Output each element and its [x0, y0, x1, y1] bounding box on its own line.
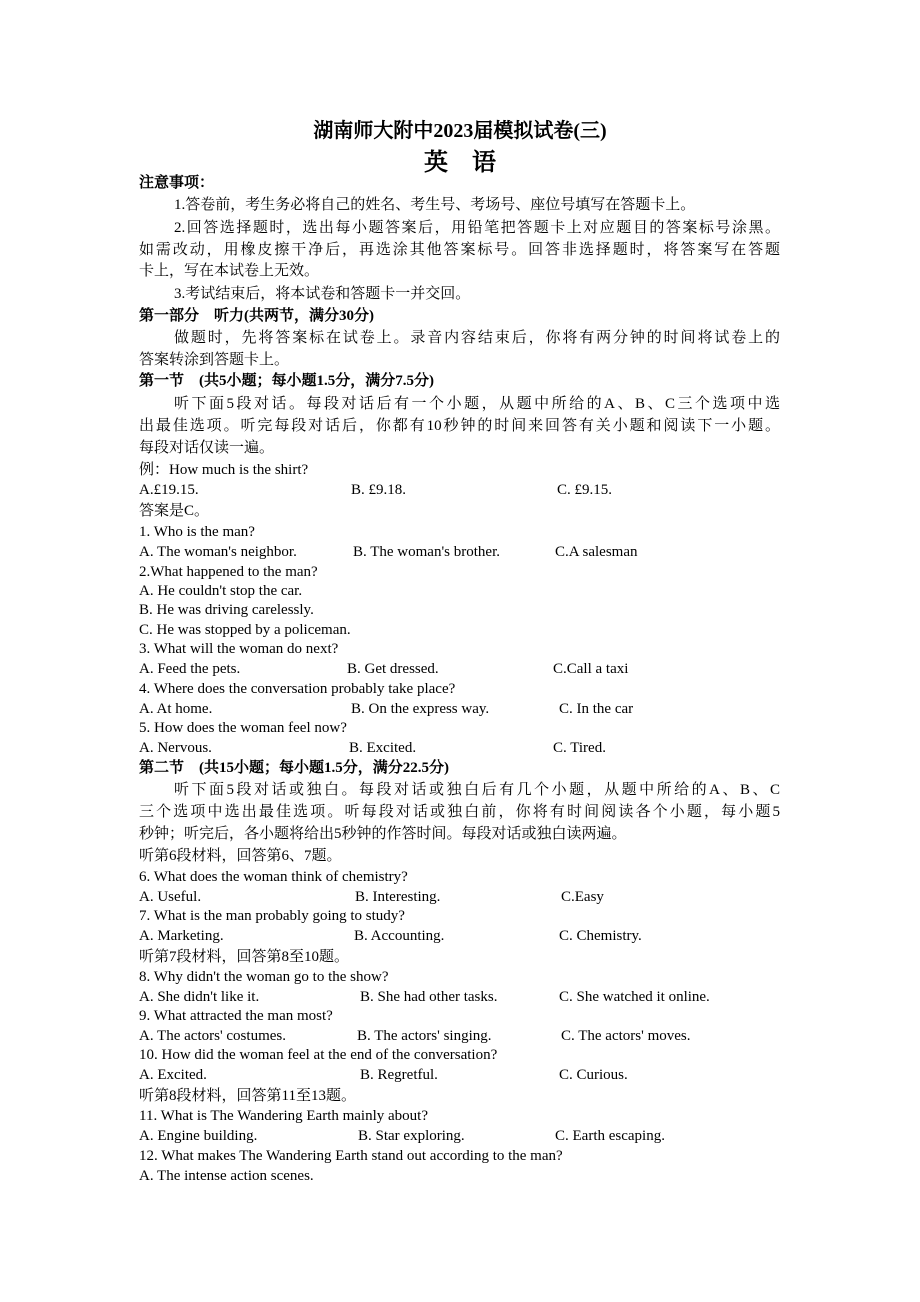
option-b: B. Excited.	[349, 740, 417, 756]
option-c: C. Tired.	[553, 740, 606, 756]
option-c: C.Call a taxi	[553, 661, 629, 677]
option-b: B. £9.18.	[351, 482, 407, 498]
question: 10. How did the woman feel at the end of the conversation?	[139, 1047, 498, 1063]
part-heading: 第一部分 听力(共两节，满分30分)	[139, 308, 374, 324]
paragraph-line: 听下面5段对话。每段对话后有一个小题，从题中所给的A、B、C三个选项中选	[174, 396, 780, 412]
paragraph-line: 每段对话仅读一遍。	[139, 440, 275, 456]
section-heading: 第二节 (共15小题；每小题1.5分，满分22.5分)	[139, 760, 449, 776]
option-c: C. £9.15.	[557, 482, 613, 498]
option-a: A. Marketing.	[139, 928, 224, 944]
question: 11. What is The Wandering Earth mainly about?	[139, 1108, 428, 1124]
option-c: C.A salesman	[555, 544, 638, 560]
example-question: 例：How much is the shirt?	[139, 462, 309, 478]
question: 2.What happened to the man?	[139, 564, 318, 580]
option-b: B. The woman's brother.	[353, 544, 500, 560]
option-c: C. Chemistry.	[559, 928, 642, 944]
example-answer: 答案是C。	[139, 503, 210, 519]
option-b: B. Interesting.	[355, 889, 441, 905]
exam-title: 湖南师大附中2023届模拟试卷(三)	[313, 120, 607, 142]
option-b: B. On the express way.	[351, 701, 490, 717]
notice-item: 如需改动，用橡皮擦干净后，再选涂其他答案标号。回答非选择题时，将答案写在答题	[139, 242, 780, 258]
paragraph-line: 听下面5段对话或独白。每段对话或独白后有几个小题，从题中所给的A、B、C	[174, 782, 780, 798]
option-c: C. He was stopped by a policeman.	[139, 622, 351, 638]
option-a: A. She didn't like it.	[139, 989, 260, 1005]
paragraph-line: 秒钟；听完后，各小题将给出5秒钟的作答时间。每段对话或独白读两遍。	[139, 826, 627, 842]
option-a: A. Feed the pets.	[139, 661, 241, 677]
option-c: C.Easy	[561, 889, 604, 905]
option-c: C. The actors' moves.	[561, 1028, 691, 1044]
question: 1. Who is the man?	[139, 524, 255, 540]
option-b: B. She had other tasks.	[360, 989, 498, 1005]
option-a: A. The actors' costumes.	[139, 1028, 286, 1044]
option-c: C. Earth escaping.	[555, 1128, 665, 1144]
option-b: B. Regretful.	[360, 1067, 438, 1083]
paragraph-line: 做题时，先将答案标在试卷上。录音内容结束后，你将有两分钟的时间将试卷上的	[174, 330, 780, 346]
option-a: A.£19.15.	[139, 482, 199, 498]
paragraph-line: 答案转涂到答题卡上。	[139, 352, 290, 368]
option-a: A. Nervous.	[139, 740, 212, 756]
option-a: A. Useful.	[139, 889, 202, 905]
notice-item: 2.回答选择题时，选出每小题答案后，用铅笔把答题卡上对应题目的答案标号涂黑。	[174, 220, 780, 236]
option-b: B. The actors' singing.	[357, 1028, 492, 1044]
notice-item: 1.答卷前，考生务必将自己的姓名、考生号、考场号、座位号填写在答题卡上。	[174, 197, 696, 213]
subject-title: 英 语	[424, 150, 496, 176]
option-b: B. Get dressed.	[347, 661, 439, 677]
question: 5. How does the woman feel now?	[139, 720, 347, 736]
option-a: A. The intense action scenes.	[139, 1168, 314, 1184]
option-c: C. Curious.	[559, 1067, 628, 1083]
material-note: 听第6段材料，回答第6、7题。	[139, 848, 342, 864]
notice-item: 3.考试结束后，将本试卷和答题卡一并交回。	[174, 286, 471, 302]
option-b: B. Star exploring.	[358, 1128, 465, 1144]
notice-item: 卡上，写在本试卷上无效。	[139, 263, 320, 279]
option-c: C. In the car	[559, 701, 634, 717]
material-note: 听第8段材料，回答第11至13题。	[139, 1088, 356, 1104]
question: 9. What attracted the man most?	[139, 1008, 333, 1024]
paragraph-line: 出最佳选项。听完每段对话后，你都有10秒钟的时间来回答有关小题和阅读下一小题。	[139, 418, 780, 434]
question: 7. What is the man probably going to study?	[139, 908, 405, 924]
section-heading: 第一节 (共5小题；每小题1.5分，满分7.5分)	[139, 373, 434, 389]
question: 8. Why didn't the woman go to the show?	[139, 969, 389, 985]
material-note: 听第7段材料，回答第8至10题。	[139, 949, 350, 965]
option-a: A. Excited.	[139, 1067, 207, 1083]
option-a: A. He couldn't stop the car.	[139, 583, 303, 599]
notice-heading: 注意事项：	[139, 175, 215, 191]
question: 4. Where does the conversation probably take place?	[139, 681, 456, 697]
question: 3. What will the woman do next?	[139, 641, 339, 657]
option-c: C. She watched it online.	[559, 989, 710, 1005]
option-a: A. At home.	[139, 701, 213, 717]
paragraph-line: 三个选项中选出最佳选项。听每段对话或独白前，你将有时间阅读各个小题，每小题5	[139, 804, 780, 820]
option-b: B. Accounting.	[354, 928, 445, 944]
option-a: A. The woman's neighbor.	[139, 544, 297, 560]
option-a: A. Engine building.	[139, 1128, 258, 1144]
question: 6. What does the woman think of chemistry?	[139, 869, 408, 885]
option-b: B. He was driving carelessly.	[139, 602, 314, 618]
question: 12. What makes The Wandering Earth stand out according to the man?	[139, 1148, 563, 1164]
